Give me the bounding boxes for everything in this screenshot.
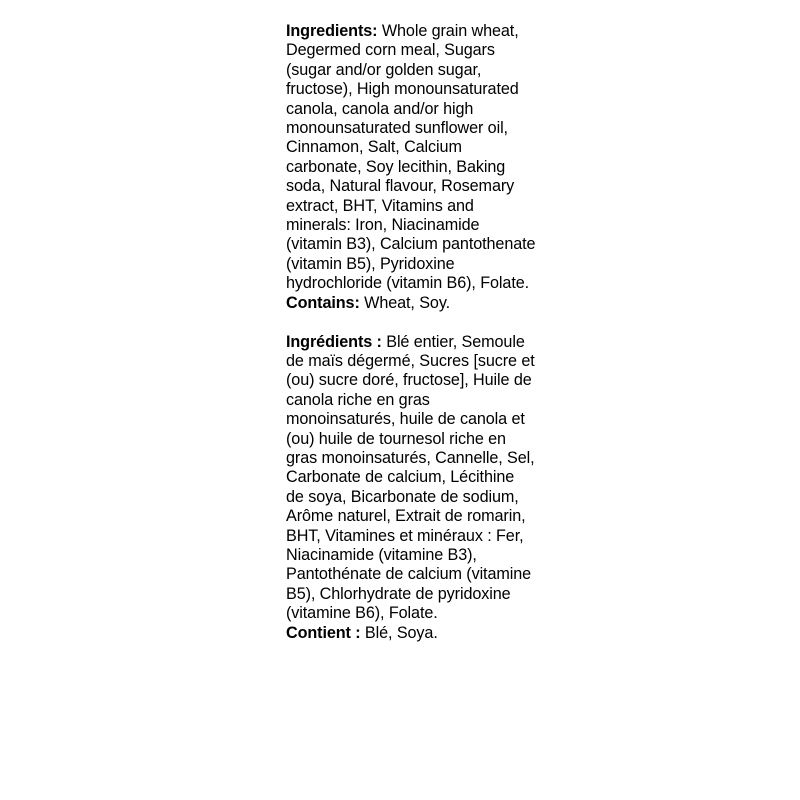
ingredients-label [286,22,536,643]
french-allergen-list: Blé, Soya. [360,623,438,642]
french-contains-heading: Contient : [286,623,361,642]
english-ingredients-list: Whole grain wheat, Degermed corn meal, Sugars (sugar and/or golden sugar, fructose), High monounsaturated canola, canola and/or high monounsaturated sunflower oil, Cinnamon, Salt, Calcium carbonate, Soy lecithin, Baking soda, Natural flavour, Rosemary extract, BHT, Vitamins and minerals: Iron, Niacinamide (vitamin B3), Calcium pantothenate (vitamin B5), Pyridoxine hydrochloride (vitamin B6), Folate. [286,22,536,293]
french-allergen-paragraph [286,624,536,643]
english-ingredients-heading: Ingredients: [286,22,378,40]
english-contains-heading: Contains: [286,293,360,312]
english-ingredients-section [286,22,536,313]
french-ingredients-list: Blé entier, Semoule de maïs dégermé, Sucres [sucre et (ou) sucre doré, fructose], Huile de canola riche en gras monoinsaturés, huile de canola et (ou) huile de tournesol riche en gras monoinsaturés, Cannelle, Sel, Carbonate de calcium, Lécithine de soya, Bicarbonate de sodium, Arôme naturel, Extrait de romarin, BHT, Vitamines et minéraux : Fer, Niacinamide (vitamine B3), Pantothénate de calcium (vitamine B5), Chlorhydrate de pyridoxine (vitamine B6), Folate. [286,332,535,623]
english-allergen-paragraph [286,294,536,313]
french-ingredients-heading: Ingrédients : [286,332,382,351]
english-allergen-list: Wheat, Soy. [359,293,451,312]
french-ingredients-paragraph [286,333,536,624]
english-ingredients-paragraph [286,22,536,294]
french-ingredients-section [286,333,536,644]
